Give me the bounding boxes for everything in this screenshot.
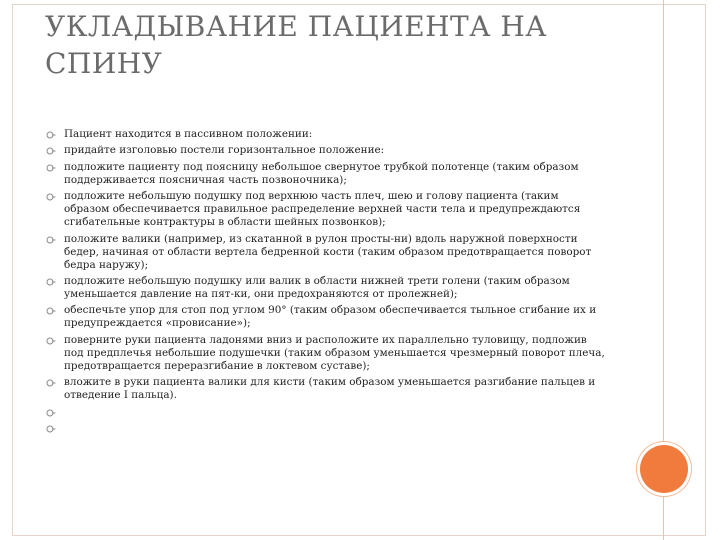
list-item-text: Пациент находится в пассивном положении:: [64, 128, 313, 140]
bullet-icon: [46, 193, 56, 201]
list-item: [46, 304, 606, 330]
list-item: [46, 376, 606, 402]
bullet-icon: [46, 236, 56, 244]
list-item: [46, 275, 606, 301]
bullet-icon: [46, 147, 56, 155]
list-item: [46, 128, 606, 141]
list-item: [46, 334, 606, 373]
bullet-icon: [46, 131, 56, 139]
list-item-text: подложите небольшую подушку под верхнюю часть плеч, шею и голову пациента (таким образом обеспечивается правильное распределение верхней части тела и предупреждаются сгибательные контрактуры в области шейных позвонков);: [64, 190, 581, 229]
bullet-icon: [46, 278, 56, 286]
list-item: [46, 233, 606, 272]
list-item-text: придайте изголовью постели горизонтальное положение:: [64, 144, 385, 157]
list-item-text: подложите небольшую подушку или валик в области нижней трети голени (таким образом уменьшается давление на пят-ки, они предохраняются от пролежней);: [64, 274, 570, 300]
list-item-empty: [46, 422, 606, 435]
bullet-icon: [46, 379, 56, 387]
bullet-icon: [46, 307, 56, 315]
slide-title: УКЛАДЫВАНИЕ ПАЦИЕНТА НА СПИНУ: [45, 10, 547, 80]
list-item-text: положите валики (например, из скатанной в рулон просты-ни) вдоль наружной поверхности бедер, начиная от области вертела бедренной кости (таким образом предотвращается поворот бедра наружу);: [64, 232, 592, 271]
list-item: [46, 161, 606, 187]
decorative-orange-circle: [640, 445, 688, 493]
list-item: [46, 144, 606, 157]
list-item-text: вложите в руки пациента валики для кисти (таким образом уменьшается разгибание пальцев и отведение I пальца).: [64, 376, 596, 402]
instruction-list: [46, 128, 606, 438]
list-item-text: обеспечьте упор для стоп под углом 90° (таким образом обеспечивается тыльное сгибание их и предупреждается «провисание»);: [64, 304, 597, 330]
bullet-icon: [46, 164, 56, 172]
list-item-text: подложите пациенту под поясницу небольшое свернутое трубкой полотенце (таким образом поддерживается поясничная часть позвоночника);: [64, 160, 579, 186]
bullet-icon: [46, 409, 56, 417]
list-item: [46, 190, 606, 229]
bullet-icon: [46, 337, 56, 345]
bullet-icon: [46, 425, 56, 433]
list-item-text: поверните руки пациента ладонями вниз и расположите их параллельно туловищу, подложив под предплечья небольшие подушечки (таким образом уменьшается чрезмерный поворот плеча, предотвращается переразгибание в локтевом суставе);: [64, 333, 605, 372]
list-item-empty: [46, 406, 606, 419]
